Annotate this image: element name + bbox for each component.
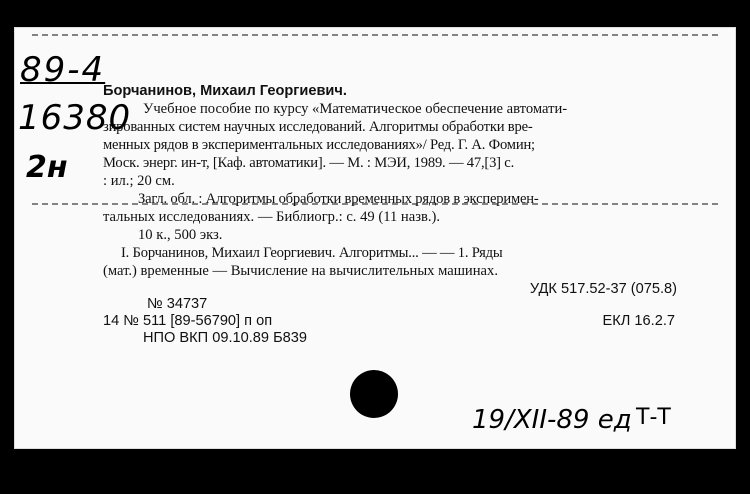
handwritten-date-note: 19/XII-89 ед: [472, 405, 632, 435]
handwritten-mark: 2н: [26, 150, 68, 185]
udk-code: УДК 517.52-37 (075.8): [529, 281, 677, 297]
ekl-code: ЕКЛ 16.2.7: [602, 313, 675, 329]
author-heading: Борчанинов, Михаил Георгиевич.: [103, 83, 347, 99]
publisher-line: НПО ВКП 09.10.89 Б839: [143, 330, 308, 346]
order-line: [103, 313, 683, 330]
copies-line: 10 к., 500 экз.: [138, 227, 223, 243]
handwritten-corner-mark: Т-Т: [636, 405, 671, 430]
card-number: № 34737: [147, 296, 208, 312]
note-line: Загл. обл. : Алгоритмы обработки временных рядов в эксперимен-: [138, 191, 539, 207]
body-line: : ил.; 20 см.: [103, 173, 175, 189]
handwritten-inventory-number: 16380: [18, 98, 132, 138]
order-code: 14 № 511 [89-56790] п оп: [103, 313, 273, 329]
card-text: [103, 82, 683, 298]
tracing-line: I. Борчанинов, Михаил Георгиевич. Алгоритмы... — — 1. Ряды: [121, 245, 503, 261]
handwritten-shelf-code: 89-4: [20, 50, 106, 90]
body-line: менных рядов в экспериментальных исследованиях»/ Ред. Г. А. Фомин;: [103, 137, 535, 153]
body-line: зированных систем научных исследований. Алгоритмы обработки вре-: [103, 119, 533, 135]
punch-hole: [350, 370, 398, 418]
body-line: Моск. энерг. ин-т, [Каф. автоматики]. — М. : МЭИ, 1989. — 47,[3] с.: [103, 155, 515, 171]
body-line: Учебное пособие по курсу «Математическое обеспечение автомати-: [143, 101, 568, 117]
tracing-line: (мат.) временные — Вычисление на вычислительных машинах.: [103, 263, 498, 279]
top-dashed-border: [32, 34, 718, 36]
note-line: тальных исследованиях. — Библиогр.: с. 49 (11 назв.).: [103, 209, 441, 225]
card-codes: [103, 296, 683, 347]
